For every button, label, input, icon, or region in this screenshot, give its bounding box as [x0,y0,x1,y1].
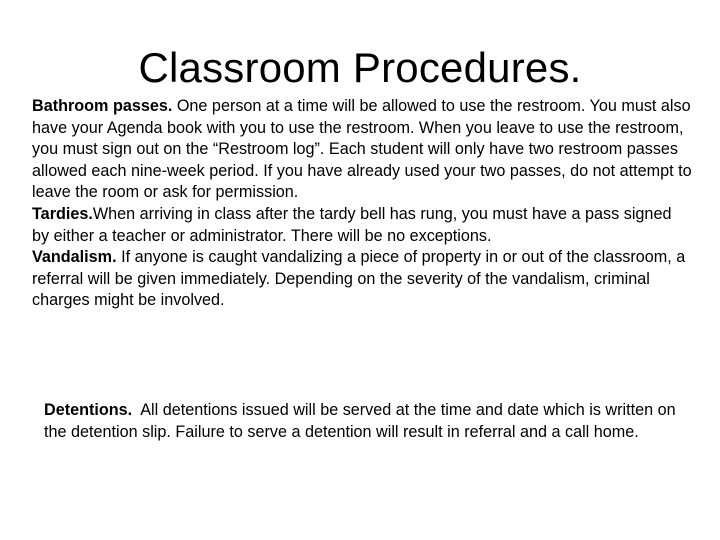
bathroom-passes-heading: Bathroom passes. [32,97,173,115]
bathroom-passes-paragraph [32,96,692,204]
vandalism-paragraph [32,247,692,312]
detentions-paragraph [44,400,684,443]
vandalism-text: If anyone is caught vandalizing a piece of property in or out of the classroom, a referral will be given immediately. Depending on the severity of the vandalism, criminal charges might be involved. [32,248,686,310]
detentions-heading: Detentions. [44,401,133,419]
page-title: Classroom Procedures. [138,44,582,91]
tardies-paragraph [32,204,692,247]
vandalism-heading: Vandalism. [32,248,117,267]
detentions-box [44,400,684,443]
detentions-text: All detentions issued will be served at the time and date which is written on the detention slip. Failure to serve a detention will result in referral and a call home. [44,401,681,441]
bathroom-passes-text: One person at a time will be allowed to use the restroom. You must also have your Agenda book with you to use the restroom. When you leave to use the restroom, you must sign out on the “Restroom log”. Each student will only have two restroom passes allowed each nine-week period. If you have already used your two passes, do not attempt to leave the room or ask for permission. [32,97,692,202]
procedures-body [32,96,692,312]
tardies-text: When arriving in class after the tardy bell has rung, you must have a pass signed by either a teacher or administrator. There will be no exceptions. [32,204,672,245]
tardies-heading: Tardies. [32,204,93,223]
